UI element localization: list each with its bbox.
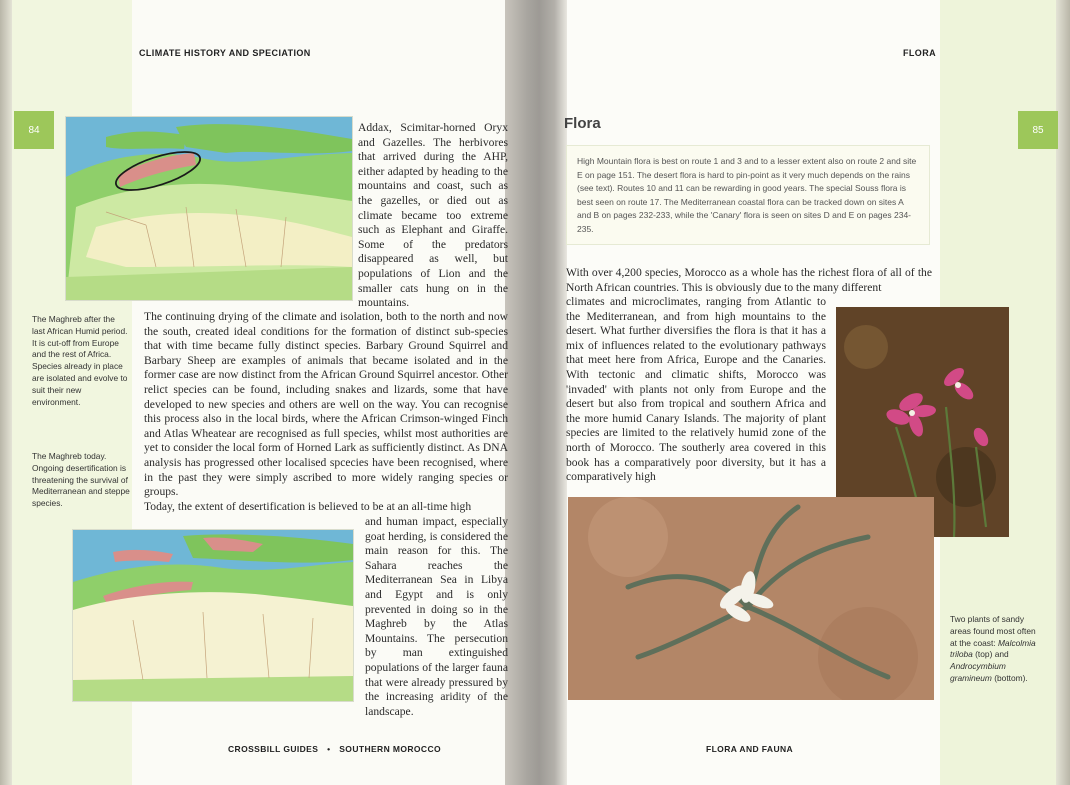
caption-plants-lead: Two plants of sandy areas found most often at the coast: — [950, 614, 1036, 648]
section-title: Flora — [564, 115, 601, 132]
photo-androcymbium-gramineum — [568, 497, 934, 700]
footer-series: CROSSBILL GUIDES — [228, 744, 319, 754]
caption-plants-mid: (top) and — [975, 649, 1009, 660]
right-page-edge — [1056, 0, 1070, 785]
book-gutter — [505, 0, 567, 785]
caption-map-ahp: The Maghreb after the last African Humid period. It is cut-off from Europe and the rest of Africa. Species already in place are isolated and evolve to suit their new environment. — [32, 314, 128, 407]
right-footer: FLORA AND FAUNA — [706, 744, 794, 754]
left-today-text: Today, the extent of desertification is believed to be at an all-time high — [144, 500, 472, 513]
flora-info-box: High Mountain flora is best on route 1 and 3 and to a lesser extent also on route 2 and site E on page 151. The desert flora is hard to pin-point as it very much depends on the rains (see text). Routes 10 and 11 can be rewarding in good years. The special Souss flora is best seen on route 17. The Mediterranean coastal flora can be tracked down on sites A and B on pages 232-233, while the 'Canary' flora is seen on sites D and E on pages 234-235. — [566, 145, 930, 245]
footer-bullet: • — [327, 744, 331, 754]
caption-species-malcolmia: Malcolmia triloba — [950, 637, 1036, 660]
left-main-text: The continuing drying of the climate and isolation, both to the north and now the south, created ideal conditions for the formation of distinct sub-species that with time became fully distinct species. Barbary Ground Squirrel and Barbary Sheep are examples of animals that became isolated and in the former case are now distinct from the African Ground Squirrel ancestor. Other relict species can be found, including snakes and lizards, some that have developed to new species and others are well on the way. You can recognise this process also in the local birds, where the African Crimson-winged Finch and Atlas Wheatear are recognised as full species, whilst most authorities are yet to consider the local form of Horned Lark as sufficiently distinct. As DNA analysis has progressed other localised spcecies have been recognised, where in the past they were simply ascribed to more widely ranging species or groups. — [144, 310, 508, 499]
caption-map-today: The Maghreb today. Ongoing desertification is threatening the survival of Mediterranean and steppe species. — [32, 451, 130, 509]
caption-plants — [950, 614, 1042, 685]
right-main-text: climates and microclimates, ranging from Atlantic to the Mediterranean, and from high mountains to the desert. What further diversifies the flora is that it has a mix of influences related to the evolutionary pathways that meet here from Africa, Europe and the Canaries. With tectonic and climatic shifts, Morocco was 'invaded' with plants not only from Europe and the desert but also from tropical and southern Africa and the more humid Canary Islands. The majority of plant species are limited to the relatively humid zone of the north of Morocco. The southerly area covered in this book has a comparatively poor diversity, but it has a comparatively high — [566, 295, 826, 484]
map-ahp — [65, 116, 353, 301]
map-today — [72, 529, 354, 702]
caption-plants-end: (bottom). — [994, 672, 1028, 683]
left-page-edge — [0, 0, 12, 785]
left-top-column: Addax, Scimitar-horned Oryx and Gazelles. The herbivores that arrived during the AHP, either adapted by heading to the mountains and coast, such as the gazelles, or died out as climate became too extreme such as Elephant and Giraffe. Some of the predators disappeared as well, but populations of Lion and the smaller cats hung on in the mountains. — [358, 121, 508, 310]
caption-species-androcymbium: Androcymbium gramineum — [950, 661, 1006, 683]
left-running-head: CLIMATE HISTORY AND SPECIATION — [139, 48, 311, 58]
right-running-head: FLORA — [903, 48, 936, 58]
right-page-number: 85 — [1018, 111, 1058, 149]
left-footer — [228, 744, 441, 754]
left-page-number: 84 — [14, 111, 54, 149]
right-intro-text: With over 4,200 species, Morocco as a whole has the richest flora of all of the North African countries. This is obviously due to the many different — [566, 266, 932, 294]
left-bottom-column: and human impact, especially goat herding, is considered the main reason for this. The Sahara reaches the Mediterranean Sea in Libya and Egypt and is only prevented in doing so in the Maghreb by the Atlas Mountains. The persecution by man extinguished populations of the larger fauna that were already pressured by the increasing aridity of the landscape. — [365, 515, 508, 718]
footer-book-title: SOUTHERN MOROCCO — [339, 744, 442, 754]
